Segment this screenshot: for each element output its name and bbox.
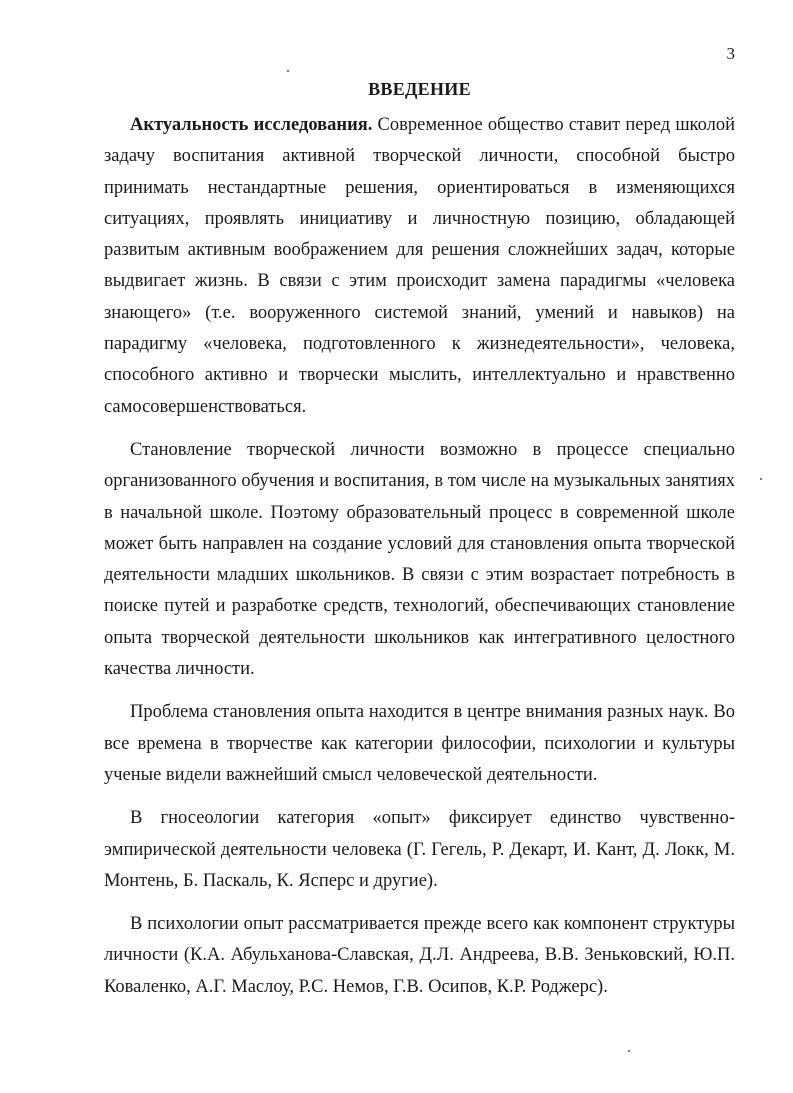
scan-speck [628, 1050, 630, 1052]
paragraph-text: Современное общество ставит перед школой задачу воспитания активной творческой личности, способной быстро принимать нестандартные решения, ориентироваться в изменяющихся ситуациях, проявлять инициативу и личностную позицию, обладающей развитым активным воображением для решения сложнейших задач, которые выдвигает жизнь. В связи с этим происходит замена парадигмы «человека знающего» (т.е. вооруженного системой знаний, умений и навыков) на парадигму «человека, подготовленного к жизнедеятельности», человека, способного активно и творчески мыслить, интеллектуально и нравственно самосовершенствоваться. [104, 115, 735, 417]
paragraph-text: Проблема становления опыта находится в центре внимания разных наук. Во все времена в творчестве как категории философии, психологии и культуры ученые видели важнейший смысл человеческой деятельности. [104, 702, 735, 785]
scan-speck [287, 70, 289, 72]
paragraph-lead: Актуальность исследования. [130, 115, 373, 135]
section-heading: ВВЕДЕНИЕ [368, 79, 471, 99]
paragraph-text: В психологии опыт рассматривается прежде всего как компонент структуры личности (К.А. Абульханова-Славская, Д.Л. Андреева, В.В. Зеньковский, Ю.П. Коваленко, А.Г. Маслоу, Р.С. Немов, Г.В. Осипов, К.Р. Роджерс). [104, 914, 735, 997]
page-number: 3 [726, 44, 735, 63]
paragraph-psychology [104, 909, 735, 1003]
paragraph-gnoseology [104, 803, 735, 897]
paragraph-text: В гносеологии категория «опыт» фиксирует единство чувственно-эмпирической деятельности человека (Г. Гегель, Р. Декарт, И. Кант, Д. Локк, М. Монтень, Б. Паскаль, К. Ясперс и другие). [104, 808, 735, 891]
scan-speck [760, 478, 762, 480]
paragraph-creative-personality [104, 435, 735, 685]
page-body [104, 78, 735, 1015]
paragraph-experience-problem [104, 697, 735, 791]
paragraph-text: Становление творческой личности возможно в процессе специально организованного обучения и воспитания, в том числе на музыкальных занятиях в начальной школе. Поэтому образовательный процесс в современной школе может быть направлен на создание условий для становления опыта творческой деятельности младших школьников. В связи с этим возрастает потребность в поиске путей и разработке средств, технологий, обеспечивающих становление опыта творческой деятельности школьников как интегративного целостного качества личности. [104, 439, 735, 680]
paragraph-relevance [104, 110, 735, 423]
